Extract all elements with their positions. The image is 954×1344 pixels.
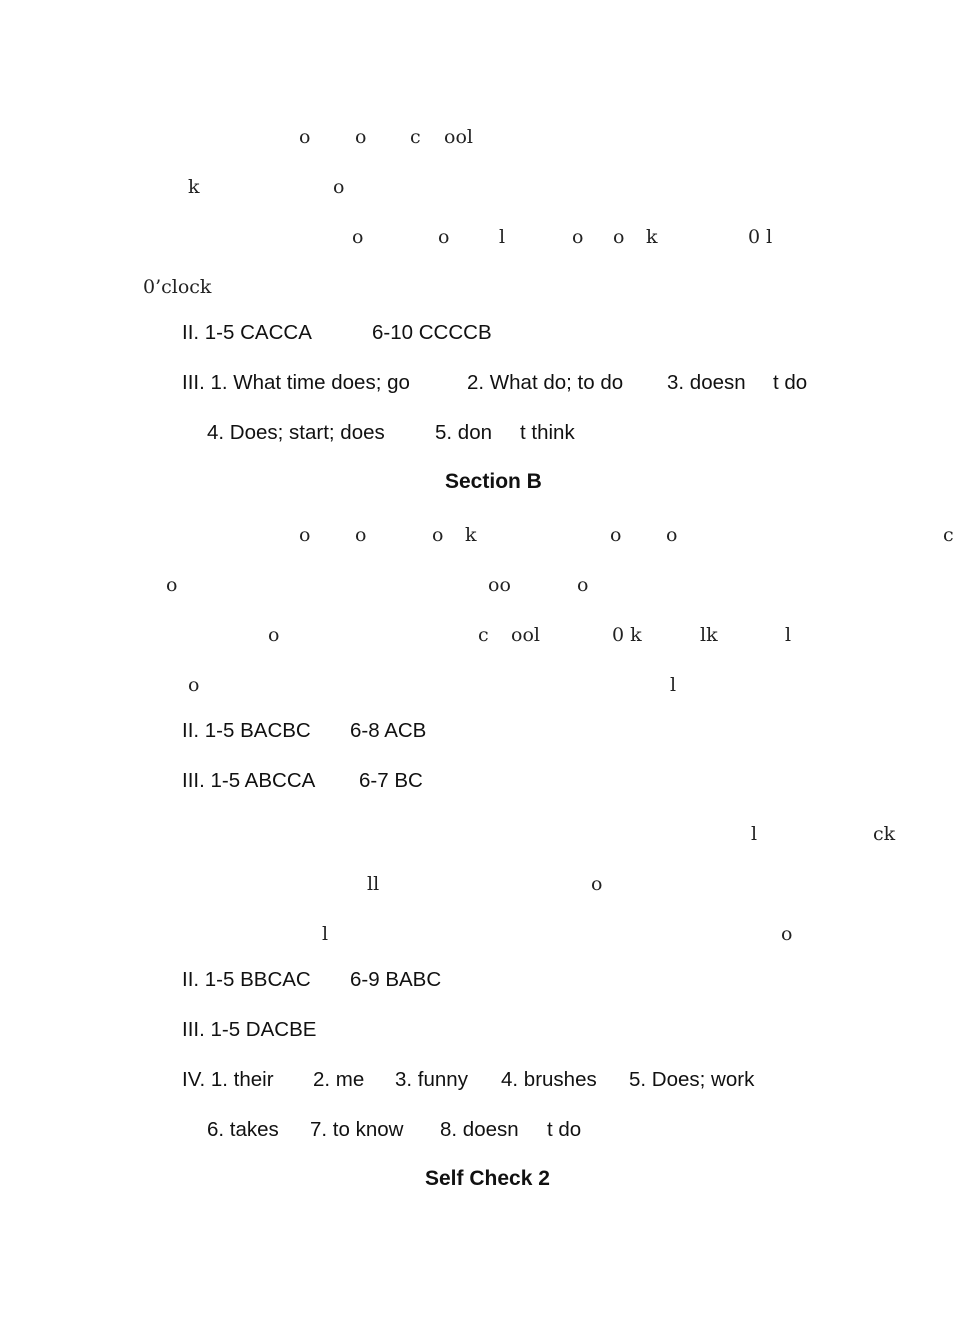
answer-part-3: III. 1. What time does; go	[182, 371, 410, 394]
fragment-line	[0, 872, 950, 902]
text-fragment: o	[577, 574, 589, 596]
text-fragment: o	[572, 226, 584, 248]
answer-part-4: 4. brushes	[501, 1068, 597, 1091]
answer-part-4: 2. me	[313, 1068, 365, 1091]
text-fragment: o	[299, 524, 311, 546]
answer-part-4: 3. funny	[395, 1068, 468, 1091]
answer-part-3: t do	[773, 371, 808, 394]
text-fragment: o	[166, 574, 178, 596]
text-fragment: ool	[511, 624, 540, 646]
text-fragment: l	[785, 624, 792, 646]
text-fragment: lk	[700, 624, 718, 646]
text-fragment: o	[355, 126, 367, 148]
answer-part-4: 6. takes	[207, 1118, 279, 1141]
fragment-line	[0, 225, 950, 255]
answer-part-3: 2. What do; to do	[467, 371, 624, 394]
text-fragment: ool	[444, 126, 473, 148]
text-fragment: l	[751, 823, 758, 845]
fragment-line	[0, 175, 950, 205]
fragment-line	[0, 275, 950, 305]
answer-part-3: 5. don	[435, 421, 492, 444]
text-fragment: o	[613, 226, 625, 248]
fragment-line	[0, 623, 950, 653]
text-fragment: o	[781, 923, 793, 945]
text-fragment: o	[352, 226, 364, 248]
section-heading: Self Check 2	[425, 1167, 550, 1190]
fragment-line	[0, 125, 950, 155]
answer-part-2: II. 1-5 CACCA	[182, 321, 312, 344]
answer-part-3: 4. Does; start; does	[207, 421, 385, 444]
text-fragment: 0 k	[612, 624, 642, 646]
text-fragment: ll	[367, 873, 380, 895]
text-fragment: c	[943, 524, 954, 546]
text-fragment: o	[591, 873, 603, 895]
answer-part-3: III. 1-5 ABCCA	[182, 769, 316, 792]
answer-part-2-b: 6-8 ACB	[350, 719, 427, 742]
text-fragment: o	[438, 226, 450, 248]
text-fragment: ck	[873, 823, 896, 845]
answer-part-3-b: 6-7 BC	[359, 769, 423, 792]
answer-part-2: II. 1-5 BACBC	[182, 719, 311, 742]
answer-part-3: t think	[520, 421, 575, 444]
text-fragment: c	[410, 126, 421, 148]
fragment-line	[0, 922, 950, 952]
answer-part-2-b: 6-10 CCCCB	[372, 321, 492, 344]
text-fragment: o	[188, 674, 200, 696]
fragment-line	[0, 573, 950, 603]
section-heading: Section B	[445, 470, 542, 493]
answer-part-4: t do	[547, 1118, 582, 1141]
answer-part-4: IV. 1. their	[182, 1068, 274, 1091]
text-fragment: k	[188, 176, 200, 198]
text-fragment: k	[465, 524, 477, 546]
text-fragment: 0 l	[748, 226, 773, 248]
text-fragment: o	[333, 176, 345, 198]
fragment-line	[0, 523, 954, 553]
fragment-line	[0, 822, 950, 852]
answer-part-2-b: 6-9 BABC	[350, 968, 442, 991]
answer-part-2: II. 1-5 BBCAC	[182, 968, 311, 991]
text-fragment: o	[432, 524, 444, 546]
answer-part-3: 3. doesn	[667, 371, 746, 394]
answer-part-3: III. 1-5 DACBE	[182, 1018, 317, 1041]
text-fragment: l	[670, 674, 677, 696]
fragment-line	[0, 673, 950, 703]
text-fragment: o	[610, 524, 622, 546]
text-fragment: o	[299, 126, 311, 148]
text-fragment: o	[355, 524, 367, 546]
text-fragment: l	[322, 923, 329, 945]
text-fragment: o	[666, 524, 678, 546]
text-fragment: k	[646, 226, 658, 248]
answer-part-4: 8. doesn	[440, 1118, 519, 1141]
text-fragment: l	[499, 226, 506, 248]
text-fragment: oo	[488, 574, 511, 596]
text-fragment: o	[268, 624, 280, 646]
answer-part-4: 5. Does; work	[629, 1068, 755, 1091]
text-fragment: c	[478, 624, 489, 646]
text-fragment: 0’clock	[143, 276, 212, 298]
answer-part-4: 7. to know	[310, 1118, 404, 1141]
